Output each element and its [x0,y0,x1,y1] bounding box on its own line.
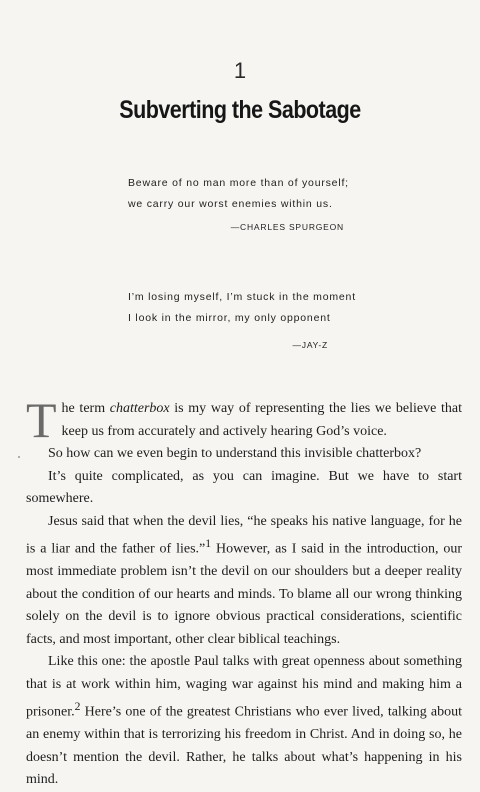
footnote-marker: 2 [74,700,81,714]
paragraph-5 [26,651,462,792]
epigraph-jay-z [128,287,428,356]
body-text [26,392,463,792]
epigraph-attribution: —JAY-Z [292,340,328,350]
epigraph-attribution: —CHARLES SPURGEON [230,222,344,232]
epigraph-line: I look in the mirror, my only opponent [128,312,331,324]
paragraph-text: Jesus said that when the devil lies, “he speaks his native language, for he is a liar and the father of lies.” [26,513,462,557]
paragraph-text: Here’s one of the greatest Christians who ever lived, talking about an enemy within that is terrorizing his freedom in Christ. And in doing so, he doesn’t mention the devil. Rather, he talks about what’s happening in his mind. [26,704,462,788]
paper-speck [18,456,20,458]
epigraph-line: I’m losing myself, I’m stuck in the moment [128,291,356,303]
chapter-title: Subverting the Sabotage [119,96,361,124]
paragraph-4 [26,511,462,652]
paragraph-3: It’s quite complicated, as you can imagine. But we have to start somewhere. [26,468,462,506]
paragraph-text: However, as I said in the introduction, our most immediate problem isn’t the devil on our shoulders but a deeper reality about the condition of our hearts and minds. To blame all our wrong thinking solely on the devil is to ignore obvious practical considerations, scientific facts, and most important, other clear biblical teachings. [26,541,463,647]
epigraph-line: Beware of no man more than of yourself; [128,177,349,189]
drop-cap: T [26,392,57,448]
paragraph-1 [26,392,462,448]
paragraph-text: is my way of representing the lies we believe that keep us from accurately and actively hearing God’s voice. [61,401,462,439]
chapter-number: 1 [233,58,247,83]
epigraph-spurgeon [128,173,428,238]
paragraph-2: So how can we even begin to understand this invisible chatterbox? [48,446,422,461]
epigraph-line: we carry our worst enemies within us. [128,198,333,210]
paragraph-text: he term [61,401,110,416]
footnote-marker: 1 [205,537,212,550]
paragraph-text: Like this one: the apostle Paul talks with great openness about something that is at work within him, waging war against his mind and making him a prisoner. [26,654,462,720]
term-chatterbox: chatterbox [109,401,170,416]
